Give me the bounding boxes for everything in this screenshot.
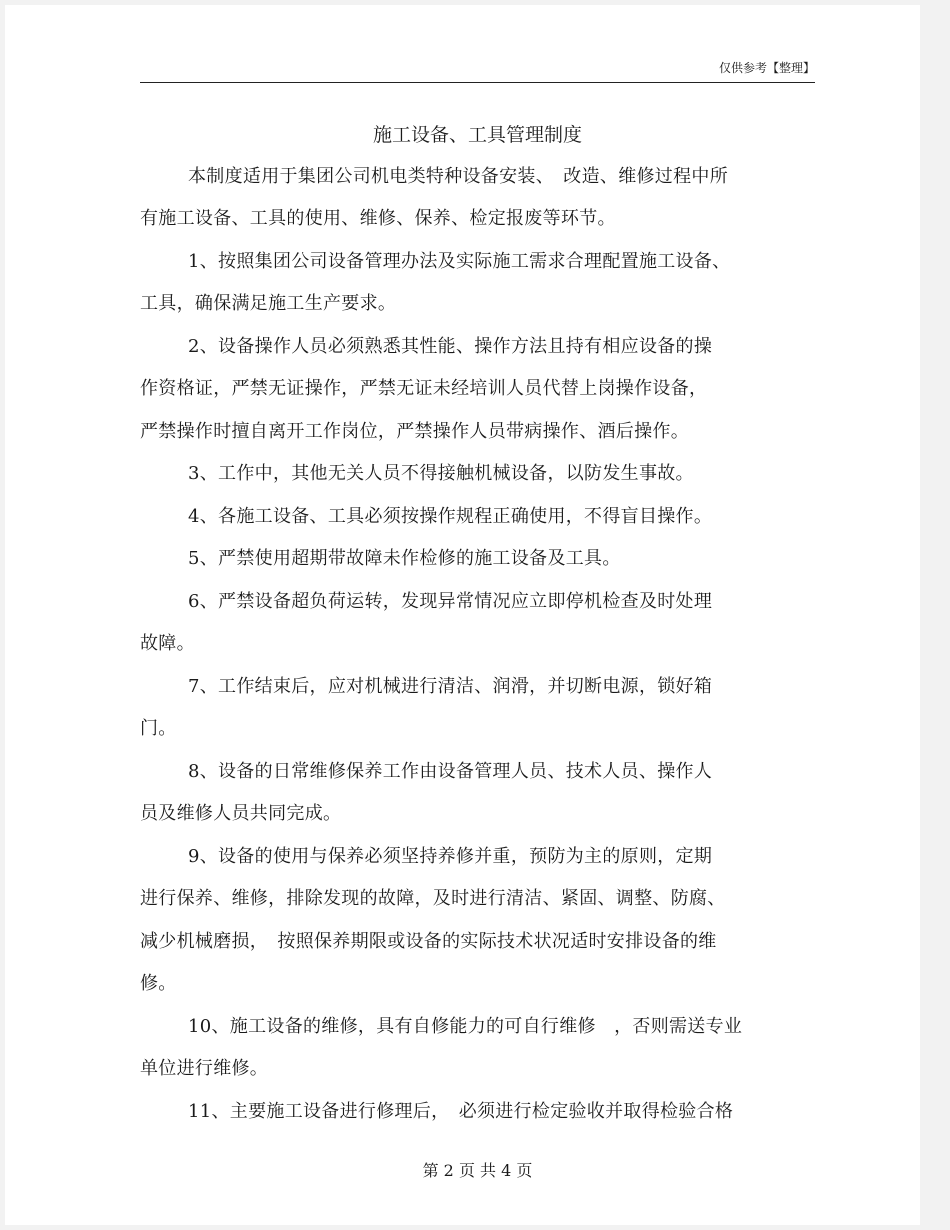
body-line: 有施工设备、工具的使用、维修、保养、检定报废等环节。: [140, 208, 616, 229]
page-footer: 第 2 页 共 4 页: [422, 1161, 533, 1180]
body-line: 5、严禁使用超期带故障未作检修的施工设备及工具。: [188, 548, 621, 569]
body-line: 8、设备的日常维修保养工作由设备管理人员、技术人员、操作人: [188, 761, 713, 782]
body-line: 2、设备操作人员必须熟悉其性能、操作方法且持有相应设备的操: [188, 336, 713, 357]
body-line: 工具，确保满足施工生产要求。: [140, 293, 397, 314]
body-line: 员及维修人员共同完成。: [140, 803, 342, 824]
body-line: 本制度适用于集团公司机电类特种设备安装、 改造、维修过程中所: [188, 166, 728, 187]
header-note: 仅供参考【整理】: [718, 61, 815, 75]
body-line: 单位进行维修。: [140, 1058, 269, 1079]
body-line: 7、工作结束后，应对机械进行清洁、润滑，并切断电源，锁好箱: [188, 676, 713, 697]
body-line: 故障。: [140, 633, 195, 654]
body-line: 进行保养、维修，排除发现的故障，及时进行清洁、紧固、调整、防腐、: [140, 888, 726, 909]
body-line: 10、施工设备的维修，具有自修能力的可自行维修 ，否则需送专业: [188, 1016, 743, 1037]
body-line: 11、主要施工设备进行修理后， 必须进行检定验收并取得检验合格: [188, 1101, 734, 1122]
body-line: 1、按照集团公司设备管理办法及实际施工需求合理配置施工设备、: [188, 251, 731, 272]
body-line: 3、工作中，其他无关人员不得接触机械设备，以防发生事故。: [188, 463, 694, 484]
body-line: 作资格证，严禁无证操作，严禁无证未经培训人员代替上岗操作设备，: [140, 378, 708, 399]
document-page: [5, 5, 920, 1225]
body-line: 严禁操作时擅自离开工作岗位，严禁操作人员带病操作、酒后操作。: [140, 421, 689, 442]
body-line: 减少机械磨损， 按照保养期限或设备的实际技术状况适时安排设备的维: [140, 931, 717, 952]
body-line: 门。: [140, 718, 177, 739]
body-line: 修。: [140, 973, 177, 994]
body-line: 4、各施工设备、工具必须按操作规程正确使用，不得盲目操作。: [188, 506, 713, 527]
body-line: 6、严禁设备超负荷运转，发现异常情况应立即停机检查及时处理: [188, 591, 713, 612]
page-header: [140, 55, 815, 83]
body-line: 9、设备的使用与保养必须坚持养修并重，预防为主的原则，定期: [188, 846, 713, 867]
document-title: 施工设备、工具管理制度: [372, 124, 582, 146]
